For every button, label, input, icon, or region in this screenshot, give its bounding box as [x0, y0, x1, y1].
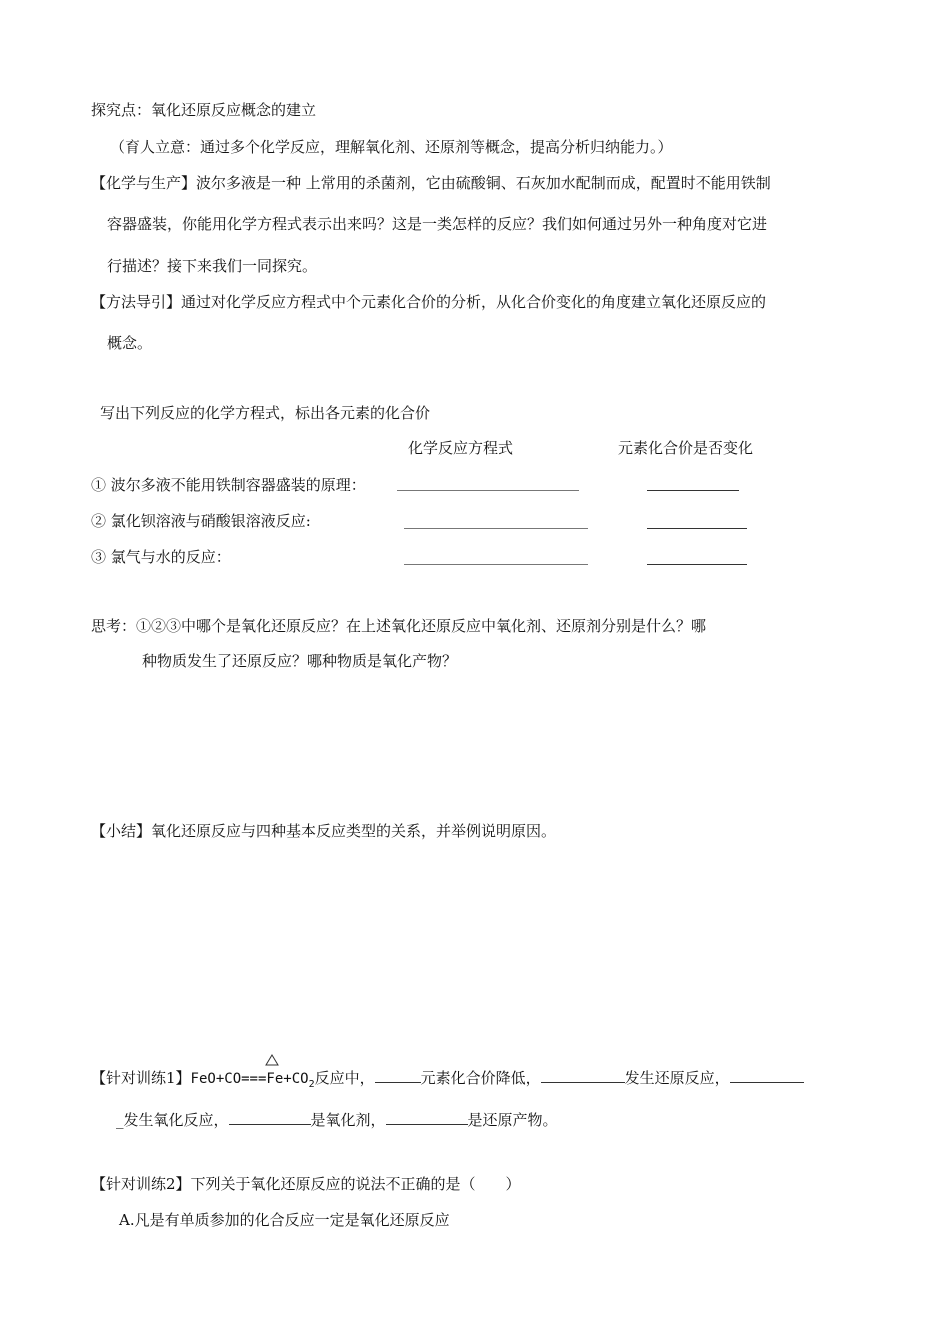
heating-mark	[266, 1069, 283, 1089]
production-line-3: 行描述？接下来我们一同探究。	[107, 257, 318, 275]
drill2-line	[91, 1174, 521, 1194]
equation-blank-2[interactable]	[404, 527, 588, 529]
drill1-tag: 【针对训练1】	[91, 1069, 191, 1087]
production-text-1: 波尔多液是一种 上常用的杀菌剂，它由硫酸铜、石灰加水配制而成，配置时不能用铁制	[196, 174, 771, 192]
method-tag: 【方法导引】	[91, 293, 182, 311]
reaction-row-3: ③ 氯气与水的反应：	[91, 548, 231, 566]
equation-left: FeO+CO===	[190, 1071, 267, 1087]
equation-blank-3[interactable]	[404, 563, 588, 565]
drill1-blank-4[interactable]	[229, 1110, 311, 1125]
drill1-text-3: 发生还原反应，	[624, 1069, 730, 1087]
drill1-equation	[190, 1071, 315, 1090]
reaction-row-2: ② 氯化钡溶液与硝酸银溶液反应:	[91, 512, 311, 530]
equation-subscript: 2	[308, 1078, 315, 1090]
think-line-2: 种物质发生了还原反应？哪种物质是氧化产物？	[142, 652, 458, 670]
triangle-icon	[265, 1054, 279, 1066]
summary-line	[91, 821, 556, 841]
column-change-header: 元素化合价是否变化	[618, 439, 754, 457]
drill1-blank-3[interactable]	[730, 1068, 804, 1083]
drill1-line-1	[91, 1068, 804, 1095]
drill1-blank-5[interactable]	[386, 1110, 468, 1125]
change-blank-3[interactable]	[647, 563, 747, 565]
summary-tag: 【小结】	[91, 822, 152, 840]
drill1-line-2	[116, 1110, 558, 1130]
production-line-2: 容器盛装，你能用化学方程式表示出来吗？这是一类怎样的反应？我们如何通过另外一种角度对它进	[107, 215, 768, 233]
think-line-1: 思考：①②③中哪个是氧化还原反应？在上述氧化还原反应中氧化剂、还原剂分别是什么？哪	[91, 617, 707, 635]
drill1-blank-2[interactable]	[541, 1068, 625, 1083]
method-line-2: 概念。	[107, 334, 153, 352]
production-line-1	[91, 173, 771, 193]
drill1-blank-1[interactable]	[375, 1068, 421, 1083]
method-line-1	[91, 292, 766, 312]
drill1-text-4: _发生氧化反应，	[116, 1111, 229, 1129]
summary-text: 氧化还原反应与四种基本反应类型的关系，并举例说明原因。	[151, 822, 557, 840]
drill2-question: 下列关于氧化还原反应的说法不正确的是（ ）	[190, 1175, 521, 1193]
drill1-text-1: 反应中，	[314, 1069, 375, 1087]
method-text-1: 通过对化学反应方程式中个元素化合价的分析，从化合价变化的角度建立氧化还原反应的	[181, 293, 767, 311]
equation-blank-1[interactable]	[397, 489, 579, 491]
equation-right: +CO	[283, 1071, 309, 1087]
change-blank-2[interactable]	[647, 527, 747, 529]
section-title: 探究点：氧化还原反应概念的建立	[91, 101, 317, 119]
production-tag: 【化学与生产】	[91, 174, 197, 192]
change-blank-1[interactable]	[647, 489, 739, 491]
drill2-tag: 【针对训练2】	[91, 1175, 191, 1193]
reaction-row-1: ① 波尔多液不能用铁制容器盛装的原理：	[91, 476, 366, 494]
drill2-option-a[interactable]: A.凡是有单质参加的化合反应一定是氧化还原反应	[119, 1211, 450, 1229]
task-prompt: 写出下列反应的化学方程式，标出各元素的化合价	[100, 404, 431, 422]
drill1-text-2: 元素化合价降低，	[420, 1069, 541, 1087]
section-intent: （育人立意：通过多个化学反应，理解氧化剂、还原剂等概念，提高分析归纳能力。）	[110, 138, 673, 156]
column-equation-header: 化学反应方程式	[408, 439, 514, 457]
drill1-text-5: 是氧化剂，	[310, 1111, 386, 1129]
equation-fe: Fe	[266, 1071, 284, 1087]
drill1-text-6: 是还原产物。	[467, 1111, 558, 1129]
